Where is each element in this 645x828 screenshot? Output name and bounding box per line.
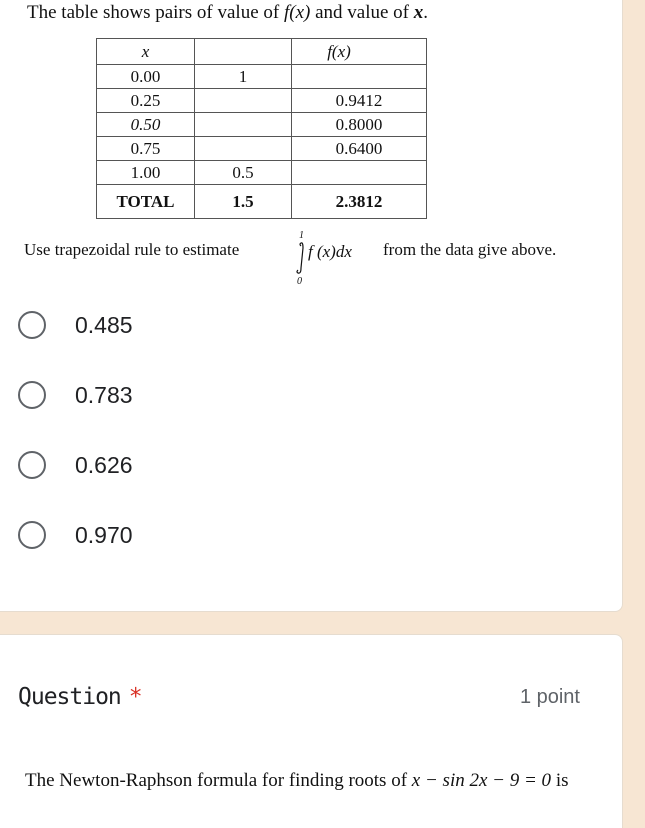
cell-x: 0.25 — [97, 89, 195, 113]
equation: x − sin 2x − 9 = 0 — [411, 770, 552, 791]
cell-x: 0.50 — [97, 113, 195, 137]
total-end-values: 1.5 — [195, 185, 292, 219]
cell-inner-value: 0.9412 — [292, 89, 427, 113]
integral-upper-limit: 1 — [299, 230, 304, 241]
answer-option[interactable] — [18, 445, 318, 485]
cell-end-value — [195, 137, 292, 161]
radio-button[interactable] — [18, 521, 46, 549]
cell-end-value — [195, 113, 292, 137]
option-label: 0.485 — [75, 311, 133, 338]
cell-end-value: 1 — [195, 65, 292, 89]
question-title: Question * — [18, 684, 142, 710]
question-2-text: The Newton-Raphson formula for finding roots of x − sin 2x − 9 = 0 is — [25, 770, 569, 791]
table-row — [97, 89, 427, 113]
table-row — [97, 113, 427, 137]
header-x: x — [97, 39, 195, 65]
cell-x: 1.00 — [97, 161, 195, 185]
cell-end-value: 0.5 — [195, 161, 292, 185]
table-header-row — [97, 39, 427, 65]
radio-button[interactable] — [18, 381, 46, 409]
option-label: 0.970 — [75, 521, 133, 548]
cell-inner-value: 0.8000 — [292, 113, 427, 137]
answer-option[interactable] — [18, 515, 318, 555]
cell-x: 0.75 — [97, 137, 195, 161]
table-row — [97, 65, 427, 89]
table-row — [97, 137, 427, 161]
table-intro-text: The table shows pairs of value of f(x) and value of x. — [27, 2, 428, 23]
integral-expression — [295, 226, 375, 286]
header-blank — [195, 39, 292, 65]
table-row — [97, 161, 427, 185]
option-label: 0.783 — [75, 381, 133, 408]
radio-button[interactable] — [18, 451, 46, 479]
question-prompt-end: from the data give above. — [383, 240, 557, 259]
total-label: TOTAL — [97, 185, 195, 219]
question-card-2 — [0, 634, 623, 828]
integral-lower-limit: 0 — [297, 276, 302, 286]
header-fx: f(x) — [292, 39, 427, 65]
cell-inner-value: 0.6400 — [292, 137, 427, 161]
option-label: 0.626 — [75, 451, 133, 478]
cell-end-value — [195, 89, 292, 113]
data-table — [96, 38, 427, 219]
required-marker: * — [128, 684, 142, 710]
question-prompt: Use trapezoidal rule to estimate — [24, 240, 240, 259]
cell-x: 0.00 — [97, 65, 195, 89]
integrand: f (x)dx — [308, 242, 352, 261]
cell-inner-value — [292, 161, 427, 185]
total-inner-values: 2.3812 — [292, 185, 427, 219]
answer-option[interactable] — [18, 375, 318, 415]
integral-sign — [297, 243, 303, 273]
answer-option[interactable] — [18, 305, 318, 345]
table-total-row — [97, 185, 427, 219]
cell-inner-value — [292, 65, 427, 89]
radio-button[interactable] — [18, 311, 46, 339]
question-points: 1 point — [519, 686, 580, 708]
